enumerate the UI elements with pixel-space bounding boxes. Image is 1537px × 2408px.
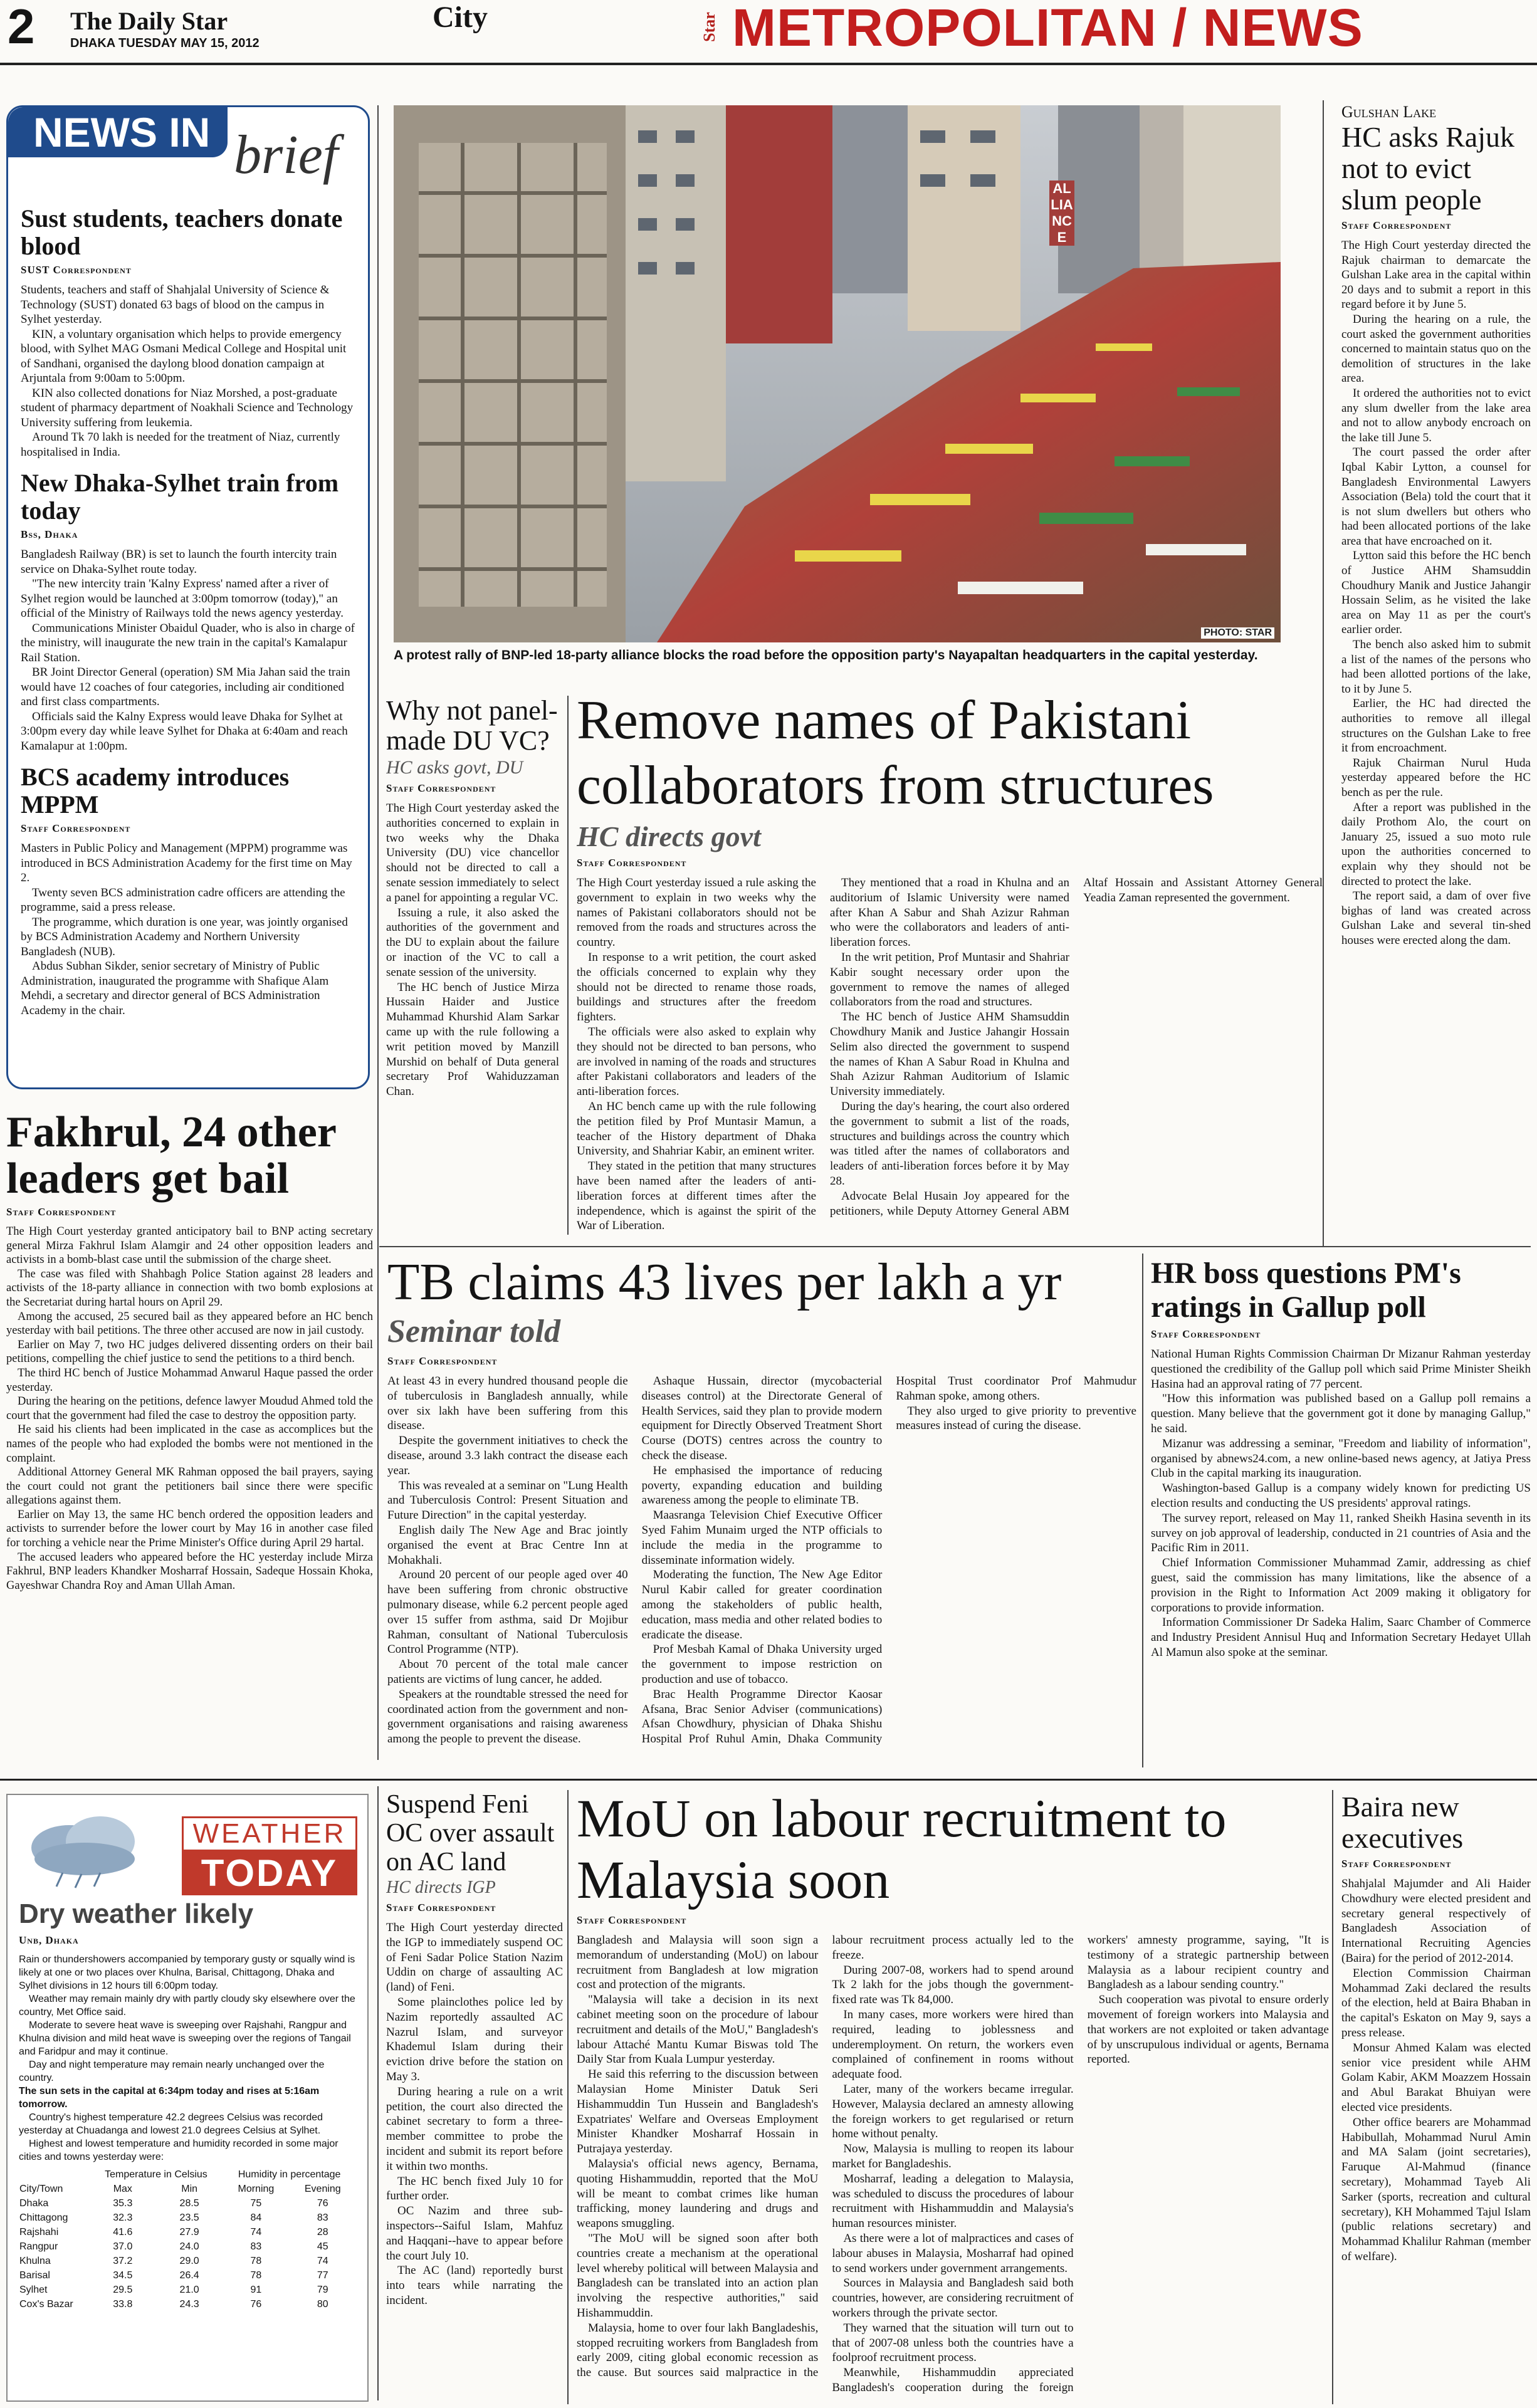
sun-times: The sun sets in the capital at 6:34pm today and rises at 5:16am tomorrow. [19,2086,320,2110]
paragraph: Bangladesh and Malaysia will soon sign a memorandum of understanding (MoU) on labour recruitment from Bangladesh at low migration cost and protection of the migrants. [577,1934,819,1992]
table-cell: Cox's Bazar [19,2299,73,2310]
paragraph: Ashaque Hussain, director (mycobacterial diseases control) at the Directorate General of Health Services, said they plan to provide modern equipment for Directly Observed Treatment Short Course (DOTS) centres across the country to check the disease. [641,1374,883,1462]
headline: Baira new executives [1341,1791,1464,1854]
section-divider [0,1779,1537,1781]
paragraph: Now, Malaysia is mulling to reopen its labour market for Bangladeshis. [832,2142,1074,2170]
table-cell: 33.8 [113,2299,133,2310]
table-row [19,2297,356,2311]
weather-table [19,2167,356,2311]
paragraph: Earlier on May 13, the same HC bench ordered the opposition leaders and activists to surrender before the lower court by May 16 in another case filed for torching a vehicle near the Prime Minister's Office during April 29 hartal. [6,1508,373,1550]
column-divider [1142,1254,1143,1767]
paragraph: BR Joint Director General (operation) SM Mia Jahan said the train would have 12 coaches of four categories, including air conditioned and first class compartments. [21,666,350,708]
paragraph: Malaysia's official news agency, Bernama, quoting Hishammuddin, reported that the MoU will be meant to combat crimes like human trafficking, money laundering and drugs and weapons smuggling. [577,2157,819,2231]
paragraph: Brac Health Programme Director Kaosar Afsana, Brac Senior Adviser (communications) Afsan Chowdhury, physician of Dhaka Shishu Hospital Prof Ruhul Amin, Dhaka Community Hospital Trust coordinator Prof Mahmudur Rahman spoke, among others. [641,1374,1136,1746]
byline: Staff Correspondent [6,1206,117,1218]
paragraph: Abdus Subhan Sikder, senior secretary of Ministry of Public Administration, inaugurated the programme with Shafique Alam Mehdi, a secretary and director general of BCS Administration Academy in the chair. [21,960,329,1017]
paragraph: Washington-based Gallup is a company widely known for predicting US election results and conducting the US presidents' approval ratings. [1151,1482,1531,1510]
paragraph: Such cooperation was pivotal to ensure orderly movement of foreign workers into Malaysia and that workers are not exploited or taken advantage of by unscrupulous individual or agents, Bernama reported. [1087,1993,1329,2066]
paragraph: The High Court yesterday directed the Rajuk chairman to demarcate the Gulshan Lake area in the capital within 20 days and to submit a report in this regard before it by June 5. [1341,239,1531,311]
table-cell: 80 [317,2299,328,2310]
article-du-vc [386,696,559,1235]
weather-box [6,1794,369,2402]
brief-item-1 [21,205,355,459]
table-cell: 23.5 [179,2212,199,2223]
paragraph: Later, many of the workers became irregular. However, Malaysia declared an amnesty allowing the foreign workers to get regularised or return home without penalty. [832,2082,1074,2141]
brief-item-3 [21,763,355,1018]
column-divider [377,105,379,1760]
brief-header [21,107,355,201]
paragraph: The court passed the order after Iqbal Kabir Lytton, a counsel for Bangladesh Environmental Lawyers Association (Bela) told the court that it is not slum dwellers but others who had been allocated portions of the lake area that have encroached on it. [1341,446,1531,548]
brief-item-2 [21,469,355,753]
paragraph: Rajuk Chairman Nurul Huda yesterday appeared before the HC bench as per the rule. [1341,756,1531,799]
table-cell: 34.5 [113,2270,133,2281]
table-cell: Dhaka [19,2198,49,2209]
paragraph: The accused leaders who appeared before the HC yesterday include Mirza Fakhrul, BNP leaders Khandker Mosharraf Hossain, Sadeque Hossain Khoka, Gayeshwar Chandra Roy and Aman Ullah Aman. [6,1551,373,1592]
paragraph: The bench also asked him to submit a list of the names of the persons who had been allotted portions of the lake, to it by June 5. [1341,638,1531,696]
weather-cloud-icon [19,1804,157,1892]
paragraph: The High Court yesterday issued a rule asking the government to explain in two weeks why the names of Pakistani collaborators should not be removed from the roads and structures across the country. [577,876,816,950]
article-feni [386,1790,563,2404]
article-tb [387,1254,1136,1767]
subheadline: HC directs IGP [386,1878,496,1897]
headline: Suspend Feni OC over assault on AC land [386,1790,555,1877]
table-cell: Rangpur [19,2241,58,2252]
paragraph: Despite the government initiatives to check the disease, around 3.3 lakh contract the disease each year. [387,1434,628,1477]
table-cell: 79 [317,2285,328,2295]
page-title: METROPOLITAN / NEWS [732,0,1363,57]
byline: Staff Correspondent [387,1355,498,1367]
subheadline: Seminar told [387,1314,560,1349]
weather-headline: Dry weather likely [19,1898,254,1929]
date-line: DHAKA TUESDAY MAY 15, 2012 [70,36,260,50]
paragraph: Around 20 percent of our people aged over 40 have been suffering from chronic obstructive pulmonary disease, while 6.2 percent people aged over 15 suffer from asthma, said Dr Mojibur Rahman, consultant of National Tuberculosis Control Programme (NTP). [387,1568,628,1657]
table-row [19,2225,356,2239]
table-cell: 76 [317,2198,328,2209]
brief-item-byline: Bss, Dhaka [21,528,78,540]
paragraph: Prof Mesbah Kamal of Dhaka University urged the government to impose restriction on production and use of tobacco. [641,1643,883,1686]
paragraph: Meanwhile, Hishammuddin appreciated Bangladesh's cooperation during the foreign workers' amnesty programme, saying, "It is testimony of a strategic partnership between Malaysia as a labour recipient country and Bangladesh as a labour sending country." [832,1934,1329,2394]
paragraph: In response to a writ petition, the court asked the officials concerned to explain why they should not be directed to rename those roads, buildings and structures after the freedom fighters. [577,950,816,1024]
page-number: 2 [8,0,35,54]
paragraph: The officials were also asked to explain why they should not be directed to ban persons, who are involved in naming of the roads and structures after Pakistani collaborators and leaders of the anti-liberation forces. [577,1025,816,1099]
news-in-brief-box [6,105,370,1089]
table-header: City/Town [19,2184,63,2194]
paragraph: Election Commission Chairman Mohammad Zaki declared the results of the election, held at Baira Bhaban in the capital's Eskaton on May 9, says a press release. [1341,1966,1531,2039]
table-cell: 83 [250,2241,262,2252]
paragraph: Twenty seven BCS administration cadre officers are attending the programme, said a press release. [21,886,345,914]
paper-name: The Daily Star [70,7,228,35]
table-cell: 78 [250,2270,262,2281]
table-cell: 77 [317,2270,328,2281]
brief-item-headline: Sust students, teachers donate blood [21,204,343,260]
rally-photo-illustration [394,105,1281,642]
paragraph: They mentioned that a road in Khulna and an auditorium of Islamic University were named after Khan A Sabur and Shah Azizur Rahman who were the collaborators and leaders of anti-liberation forces. [830,876,1069,950]
table-header: Max [113,2184,132,2194]
paragraph: During 2007-08, workers had to spend around Tk 2 lakh for the jobs though the government-fixed rate was Tk 84,000. [832,1963,1074,2007]
table-cell: 27.9 [179,2227,199,2238]
masthead-rule [0,63,1537,65]
paragraph: Communications Minister Obaidul Quader, who is also in charge of the ministry, will inaugurate the new train in the capital's Kamalapur Rail Station. [21,621,355,664]
paragraph: Chief Information Commissioner Muhammad Zamir, addressing as chief guest, said the commission has many limitations, like the absence of a provision in the Right to Information Act 2009 making it obligatory for corporations to provide information. [1151,1556,1531,1615]
star-mark: Star [700,12,718,42]
headline: Fakhrul, 24 other leaders get bail [6,1109,336,1203]
paragraph: Students, teachers and staff of Shahjalal University of Science & Technology (SUST) donated 63 bags of blood on the campus in Sylhet yesterday. [21,283,330,326]
table-cell: 76 [250,2299,262,2310]
table-row [19,2283,356,2297]
column-divider [567,696,569,1235]
headline: TB claims 43 lives per lakh a yr [387,1254,1062,1311]
table-cell: 32.3 [113,2212,133,2223]
byline: Staff Correspondent [1151,1328,1261,1340]
photo-credit: PHOTO: STAR [1201,627,1274,639]
paragraph: Masters in Public Policy and Management (MPPM) programme was introduced in BCS Administration Academy for the first time on May 2. [21,842,352,884]
paragraph: The programme, which duration is one year, was jointly organised by BCS Administration Academy and Northern University Bangladesh (NUB). [21,915,348,958]
paragraph: Weather may remain mainly dry with partly cloudy sky elsewhere over the country, Met Office said. [19,1994,355,2018]
table-cell: 37.0 [113,2241,133,2252]
brief-item-byline: Staff Correspondent [21,822,131,834]
paragraph: An HC bench came up with the rule following the petition filed by Prof Muntasir Mamun, a teacher of the History department of Dhaka University, and Shahriar Kabir, an eminent writer. [577,1099,816,1158]
weather-label: WEATHER [182,1816,357,1851]
table-cell: 45 [317,2241,328,2252]
masthead [0,0,1537,60]
table-cell: 84 [250,2212,262,2223]
table-cell: Barisal [19,2270,50,2281]
table-header: Morning [238,2184,275,2194]
subheadline: HC directs govt [577,820,761,852]
byline: Staff Correspondent [577,1914,687,1926]
paragraph: The HC bench of Justice AHM Shamsuddin Chowdhury Manik and Justice Jahangir Hossain Selim also directed the government to suspend the names of Khan A Sabur Road in Khulna and Shah Azizur Rahman Auditorium of Islamic University immediately. [830,1010,1069,1099]
paragraph: Officials said the Kalny Express would leave Dhaka for Sylhet at 3:00pm every day while leave Sylhet for Dhaka at 6:40am and reach Kamalapur at 1:00pm. [21,709,348,753]
paragraph: In many cases, more workers were hired than required, leading to joblessness and underemployment. On return, the workers even complained of confinement in rooms without adequate food. [832,2008,1074,2081]
paragraph: Mosharraf, leading a delegation to Malaysia, was scheduled to discuss the procedures of labour recruitment with Hishammuddin and Malaysia's human resources minister. [832,2172,1074,2231]
paragraph: The High Court yesterday directed the IGP to immediately suspend OC of Feni Sadar Police Station Nazim Uddin on charge of assaulting AC (land) of Feni. [386,1921,563,1994]
brief-title-news: NEWS IN [8,107,228,157]
table-cell: Rajshahi [19,2227,59,2238]
paragraph: Moderate to severe heat wave is sweeping over Rajshahi, Rangpur and Khulna division and mild heat wave is sweeping over the regions of Tangail and Faridpur and may it continue. [19,2020,351,2057]
paragraph: The HC bench fixed July 10 for further order. [386,2174,563,2203]
weather-title-block [182,1816,357,1895]
weather-header [19,1804,356,1898]
paragraph: KIN, a voluntary organisation which helps to provide emergency blood, with Sylhet MAG Osmani Medical College and Hospital unit of Sandhani, organised the daylong blood donation campaign at Arjuntala from 9:00am to 5:00pm. [21,327,347,385]
paragraph: Maasranga Television Chief Executive Officer Syed Fahim Munaim urged the NTP officials to include the media in the programme to disseminate information widely. [641,1509,883,1567]
byline: Staff Correspondent [386,1902,496,1913]
paragraph: During hearing a rule on a writ petition, the court also directed the cabinet secretary to form a three-member committee to probe the incident and submit its report before it within two months. [386,2085,563,2173]
paragraph: Moderating the function, The New Age Editor Nurul Kabir called for greater coordination among the stakeholders of public health, education, mass media and other related bodies to eradicate the disease. [641,1568,883,1641]
paragraph: Shahjalal Majumder and Ali Haider Chowdhury were elected president and secretary general respectively of Bangladesh Association of International Recruiting Agencies (Baira) for the period of 2012-2014. [1341,1877,1531,1965]
article-gulshan [1341,103,1531,1237]
paragraph: The High Court yesterday asked the authorities concerned to explain in two weeks why the Dhaka University (DU) vice chancellor should not be directed to call a senate session immediately to select a panel for appointing a regular VC. [386,802,559,904]
paragraph: Earlier, the HC had directed the authorities to remove all illegal structures on the Gulshan Lake to free it from encroachment. [1341,697,1531,755]
table-cell: 29.0 [179,2256,199,2266]
table-cell: 37.2 [113,2256,133,2266]
table-header: Min [181,2184,198,2194]
paragraph: Around Tk 70 lakh is needed for the treatment of Niaz, currently hospitalised in India. [21,431,340,459]
paragraph: Issuing a rule, it also asked the authorities of the government and the DU to explain about the failure or inaction of the VC to call a senate session of the university. [386,906,559,979]
paragraph: Additional Attorney General MK Rahman opposed the bail prayers, saying the court could not grant the petitioners bail since there were specific allegations against them. [6,1466,373,1507]
paragraph: In the writ petition, Prof Muntasir and Shahriar Kabir sought necessary order upon the government to remove the names of alleged collaborators from the road and structures. [830,950,1069,1009]
paragraph: "The new intercity train 'Kalny Express' named after a river of Sylhet region would be launched at 3:00pm tomorrow (today)," an official of the Ministry of Railways told the news agency yesterday. [21,577,344,620]
paragraph: After a report was published in the daily Prothom Alo, the court on January 25, issued a suo moto rule upon the authorities concerned to explain why they should not be directed to protect the lake. [1341,800,1531,888]
paragraph: Bangladesh Railway (BR) is set to launch the fourth intercity train service on Dhaka-Sylhet route today. [21,548,337,576]
paragraph: Other office bearers are Mohammad Habibullah, Mohammad Nurul Amin and MA Salam (joint secretaries), Faruque Al-Mahmud (finance secretary), Mohammad Tayeb Ali Sarker (sports, recreation and cultural secretary), KH Mohammed Tajul Islam (public relations secretary) and Mohammad Khalilur Rahman (member of welfare). [1341,2115,1531,2263]
paragraph: Earlier on May 7, two HC judges delivered dissenting orders on their bail petitions, compelling the chief justice to send the petitions to a third bench. [6,1338,373,1366]
photo-banner-text: ALLIANCE [1049,181,1074,246]
table-header: Humidity in percentage [238,2169,341,2180]
paragraph: Speakers at the roundtable stressed the need for coordinated action from the government and non-government organisations and raising awareness among the people to prevent the disease. [387,1687,628,1746]
table-cell: Sylhet [19,2285,48,2295]
table-header: Evening [304,2184,341,2194]
paragraph: "Malaysia will take a decision in its next cabinet meeting soon on the procedure of labour recruitment and details of the MoU," Bangladesh's labour Attaché Mantu Kumar Biswas told The Daily Star from Kuala Lumpur yesterday. [577,1993,819,2066]
table-cell: 91 [250,2285,262,2295]
paragraph: The report said, a dam of over five bighas of land was created across Gulshan Lake and several tin-shed houses were erected along the dam. [1341,889,1531,947]
paragraph: Sources in Malaysia and Bangladesh said both countries, however, are considering recruitment of workers through the private sector. [832,2276,1074,2320]
photo-caption: A protest rally of BNP-led 18-party alliance blocks the road before the opposition party's Nayapaltan headquarters in the capital yesterday. [394,648,1258,662]
paragraph: Highest and lowest temperature and humidity recorded in some major cities and towns yesterday were: [19,2138,338,2162]
paragraph: This was revealed at a seminar on "Lung Health and Tuberculosis Control: Present Situation and Future Direction" in the capital yesterday. [387,1479,628,1522]
paragraph: Information Commissioner Dr Sadeka Halim, Saarc Chamber of Commerce and Industry President Annisul Huq and Information Secretary Hedayet Ullah Al Mamun also spoke at the seminar. [1151,1616,1531,1659]
section-label: City [433,1,488,34]
section-divider [379,1246,1531,1247]
brief-item-byline: SUST Correspondent [21,264,132,276]
brief-title-brief: brief [234,125,338,186]
table-cell: Chittagong [19,2212,68,2223]
table-header: Temperature in Celsius [105,2169,207,2180]
paragraph: The case was filed with Shahbagh Police Station against 28 leaders and activists of the 18-party alliance in connection with two bomb explosions at the Secretariat during hartal hours on April 29. [6,1267,373,1309]
paragraph: Advocate Belal Husain Joy appeared for the petitioners, while Deputy Attorney General ABM Altaf Hossain and Assistant Attorney General Yeadia Zaman represented the government. [830,876,1323,1218]
table-cell: 28 [317,2227,328,2238]
article-baira [1341,1791,1531,2405]
byline: Staff Correspondent [386,782,496,794]
column-divider [377,1786,379,2400]
paragraph: KIN also collected donations for Niaz Morshed, a post-graduate student of pharmacy department of Noakhali Science and Technology University suffering from leukemia. [21,386,354,429]
table-cell: Khulna [19,2256,51,2266]
table-row [19,2211,356,2225]
column-divider [1332,1790,1333,2404]
paragraph: Day and night temperature may remain nearly unchanged over the country. [19,2060,325,2083]
paragraph: The AC (land) reportedly burst into tears while narrating the incident. [386,2264,563,2307]
table-row [19,2268,356,2283]
paragraph: Monsur Ahmed Kalam was elected senior vice president while AHM Golam Kabir, AKM Moazzem Hossain and Abul Barakat Bhuiyan were elected vice presidents. [1341,2041,1531,2114]
paragraph: About 70 percent of the total male cancer patients are victims of lung cancer, he added. [387,1658,628,1686]
table-row [19,2239,356,2254]
headline: Why not panel-made DU VC? [386,696,558,756]
weather-body [19,1953,356,2164]
byline: Staff Correspondent [577,857,687,869]
today-label: TODAY [201,1852,338,1894]
table-cell: 75 [250,2198,262,2209]
paragraph: During the day's hearing, the court also ordered the government to submit a list of the roads, structures and buildings across the country which was titled after the names of collaborators and leaders of anti-liberation forces before it by May 28. [830,1099,1069,1188]
table-row [19,2254,356,2268]
table-cell: 26.4 [179,2270,199,2281]
table-cell: 24.3 [179,2299,199,2310]
article-pakistani [577,688,1323,1240]
paragraph: Among the accused, 25 secured bail as they appeared before an HC bench yesterday with bail petitions. The three other accused are now in jail custody. [6,1310,373,1337]
paragraph: The HC bench of Justice Mirza Hussain Haider and Justice Muhammad Khurshid Alam Sarkar came up with the rule following a writ petition moved by Manzill Murshid on behalf of Duta general secretary Prof Wahiduzzaman Chan. [386,980,559,1099]
column-divider [567,1790,569,2404]
paragraph: National Human Rights Commission Chairman Dr Mizanur Rahman yesterday questioned the credibility of the Gallup poll which said Prime Minister Sheikh Hasina had an approval rating of 77 percent. [1151,1348,1531,1391]
paragraph: During the hearing on the petitions, defence lawyer Moudud Ahmed told the court that the government had filed the case to destroy the opposition party. [6,1395,373,1422]
table-cell: 21.0 [179,2285,199,2295]
paragraph: English daily The New Age and Brac jointly organised the event at Brac Centre Inn at Mohakhali. [387,1523,628,1567]
paragraph: Country's highest temperature 42.2 degrees Celsius was recorded yesterday at Chuadanga and lowest 21.0 degrees Celsius at Sylhet. [19,2112,323,2136]
brief-item-headline: BCS academy introduces MPPM [21,763,290,819]
paragraph: "The MoU will be signed soon after both countries create a mechanism at the operational level whereby political will between Malaysia and Bangladesh can be translated into an action plan involving the respective authorities," said Hishammuddin. [577,2231,819,2320]
paragraph: He emphasised the importance of reducing poverty, expanding education and building awareness among the people to eliminate TB. [641,1463,883,1507]
paragraph: "How this information was published based on a Gallup poll remains a question. Many believe that the government got it done by managing Gallup," he said. [1151,1392,1531,1435]
headline: HR boss questions PM's ratings in Gallup poll [1151,1257,1461,1324]
table-cell: 78 [250,2256,262,2266]
paragraph: The survey report, released on May 11, ranked Sheikh Hasina seventh in its survey on job approval of leadership, conducted in 21 countries of Asia and the Pacific Rim in 2011. [1151,1511,1531,1555]
headline: Remove names of Pakistani collaborators from structures [577,690,1214,816]
table-cell: 74 [317,2256,328,2266]
paragraph: Some plainclothes police led by Nazim reportedly assaulted AC Nazrul Islam, and surveyor Khademul Islam during their eviction drive before the station on May 3. [386,1995,563,2083]
paragraph: He said his clients had been implicated in the case as accomplices but the names of the people who had exploded the bombs were not mentioned in the complaint. [6,1423,373,1465]
brief-item-headline: New Dhaka-Sylhet train from today [21,469,339,525]
table-cell: 24.0 [179,2241,199,2252]
paragraph: It ordered the authorities not to evict any slum dweller from the lake area and not to allow anybody encroach on the lake till June 5. [1341,386,1531,444]
byline: Staff Correspondent [1341,1858,1452,1870]
paragraph: The High Court yesterday granted anticipatory bail to BNP acting secretary general Mirza Fakhrul Islam Alamgir and 24 other opposition leaders and activists in a bomb-blast case until the submission of the charge sheet. [6,1225,373,1267]
paragraph: They warned that the situation will turn out to that of 2007-08 unless both the countries have a foolproof recruitment process. [832,2321,1074,2365]
paragraph: Mizanur was addressing a seminar, "Freedom and liability of information", organised by abnews24.com, a new online-based news agency, at Jatiya Press Club in the capital marking its inauguration. [1151,1437,1531,1480]
paragraph: They also urged to give priority to preventive measures instead of curing the disease. [896,1404,1136,1433]
lead-photo [394,105,1281,642]
subheadline: HC asks govt, DU [386,757,523,778]
article-hr-boss [1151,1257,1531,1771]
kicker: Gulshan Lake [1341,103,1437,121]
paragraph: Malaysia, home to over four lakh Bangladeshis, stopped recruiting workers from Bangladesh from early 2009, citing global economic recession as the cause. But sources said malpractice in the labour recruitment process actually led to the freeze. [577,1934,1074,2380]
article-fakhrul [6,1109,373,1761]
table-cell: 35.3 [113,2198,133,2209]
weather-byline: Unb, Dhaka [19,1934,79,1946]
table-row [19,2196,356,2211]
table-cell: 74 [250,2227,262,2238]
table-cell: 28.5 [179,2198,199,2209]
paragraph: They stated in the petition that many structures have been named after the leaders of anti-liberation forces at different times after the independence, which is against the spirit of the War of Liberation. [577,1160,816,1233]
paragraph: The third HC bench of Justice Mohammad Anwarul Haque passed the order yesterday. [6,1366,373,1394]
paragraph: At least 43 in every hundred thousand people die of tuberculosis in Bangladesh annually, while over six lakh have been suffering from this disease. [387,1374,628,1433]
table-cell: 29.5 [113,2285,133,2295]
table-cell: 83 [317,2212,328,2223]
paragraph: He said this referring to the discussion between Malaysian Home Minister Datuk Seri Hishammuddin Tun Hussein and Bangladesh's Expatriates' Welfare and Overseas Employment Minister Khandker Mosharraf Hossain in Putrajaya yesterday. [577,2068,819,2156]
paragraph: Lytton said this before the HC bench of Justice AHM Shamsuddin Choudhury Manik and Justice Jahangir Hossain Selim, as he visited the lake area on May 11 as per the court's earlier order. [1341,549,1531,637]
article-mou [577,1788,1329,2405]
paragraph: OC Nazim and three sub-inspectors--Saiful Islam, Mahfuz and Haqqani--have to appear before the court July 10. [386,2204,563,2263]
paragraph: During the hearing on a rule, the court asked the government authorities concerned to maintain status quo on the demolition of structures in the lake area. [1341,312,1531,385]
column-divider [1323,100,1324,1247]
byline: Staff Correspondent [1341,219,1452,231]
paragraph: As there were a lot of malpractices and cases of labour abuses in Malaysia, Mosharraf had opined to send workers under government arrangements. [832,2231,1074,2275]
headline: MoU on labour recruitment to Malaysia soon [577,1788,1227,1910]
paragraph: Rain or thundershowers accompanied by temporary gusty or squally wind is likely at one or two places over Khulna, Barisal, Chittagong, Dhaka and Sylhet divisions in 12 hours till 6:00pm today. [19,1954,355,1991]
headline: HC asks Rajuk not to evict slum people [1341,121,1514,216]
table-cell: 41.6 [113,2227,133,2238]
